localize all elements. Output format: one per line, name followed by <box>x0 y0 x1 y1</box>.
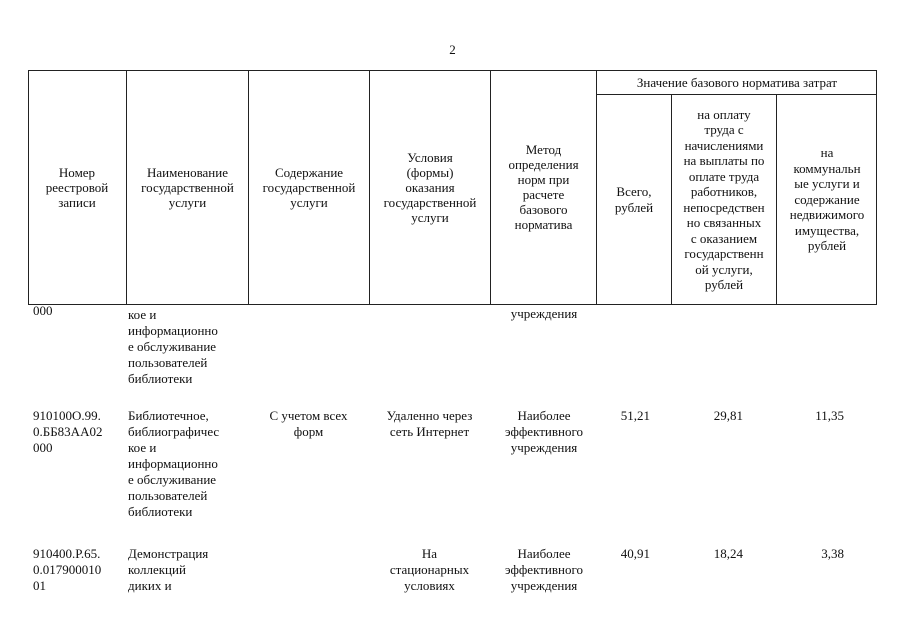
header-registry-number: Номер реестровой записи <box>45 164 109 210</box>
row-method: учреждения <box>510 306 578 321</box>
header-group-title: Значение базового норматива затрат <box>596 70 877 95</box>
row-service-content: С учетом всех форм <box>269 408 348 439</box>
row-method: Наиболее эффективного учреждения <box>505 408 583 455</box>
header-service-content: Содержание государственной услуги <box>248 70 369 304</box>
header-labor: на оплату труда с начислениями на выплаты по оплате труда работников, непосредствен но связанных с оказанием государственн ой услуги, рублей <box>671 95 776 304</box>
row-utilities: 11,35 <box>815 408 844 423</box>
row-service-name: Библиотечное, библиографичес кое и информационно е обслуживание пользователей библиотеки <box>128 408 220 519</box>
row-labor: 18,24 <box>713 546 743 561</box>
row-conditions: Удаленно через сеть Интернет <box>386 408 473 439</box>
header-conditions: Условия (формы) оказания государственной услуги <box>369 70 490 304</box>
row-service-name: кое и информационно е обслуживание пользователей библиотеки <box>128 307 218 386</box>
row-labor: 29,81 <box>713 408 743 423</box>
header-method: Метод определения норм при расчете базового норматива <box>490 70 596 304</box>
row-conditions: На стационарных условиях <box>389 546 470 593</box>
row-utilities: 3,38 <box>821 546 844 561</box>
row-method: Наиболее эффективного учреждения <box>505 546 583 593</box>
header-total: Всего, рублей <box>596 95 671 304</box>
row-registry-number: 000 <box>33 303 53 318</box>
header-service-name: Наименование государственной услуги <box>126 70 248 304</box>
page-number: 2 <box>449 42 456 57</box>
row-registry-number: 910100О.99. 0.ББ83АА02 000 <box>33 408 103 455</box>
row-service-name: Демонстрация коллекций диких и <box>128 546 209 593</box>
header-utilities: на коммунальн ые услуги и содержание недвижимого имущества, рублей <box>776 95 877 304</box>
row-total: 51,21 <box>620 408 650 423</box>
row-registry-number: 910400.Р.65. 0.017900010 01 <box>33 546 102 593</box>
row-total: 40,91 <box>620 546 650 561</box>
